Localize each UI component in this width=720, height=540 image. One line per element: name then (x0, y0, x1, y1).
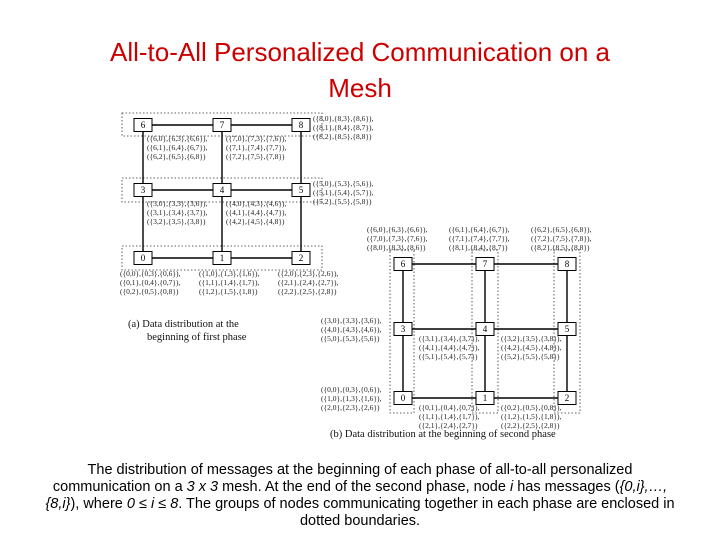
figure-b-message-line: ({1,1},{1,4},{1,7}), (419, 412, 480, 421)
caption-part-2: mesh. At the end of the second phase, node (218, 479, 510, 495)
figure-a-node-label: 2 (298, 253, 304, 264)
figure-a-node-label: 6 (140, 120, 146, 131)
figure-b-message-line: ({0,1},{0,4},{0,7}), (419, 403, 480, 412)
figure-b-message-line: ({7,1},{7,4},{7,7}), (449, 234, 510, 243)
slide-title-line-1: All-to-All Personalized Communication on a (109, 37, 610, 67)
figure-b-message-line: ({3,1},{3,4},{3,7}), (419, 334, 480, 343)
figure-a-message-line: ({2,1},{2,4},{2,7}), (278, 278, 339, 287)
figure-a-message-line: ({4,1},{4,4},{4,7}), (226, 208, 287, 217)
figure-b-message-line: ({6,2},{6,5},{6,8}), (531, 225, 592, 234)
figure-a-node-label: 4 (219, 185, 225, 196)
figure-b-message-line: ({8,1},{8,4},{8,7}) (449, 243, 508, 252)
figure-a (120, 113, 373, 296)
figure-b-node-label: 4 (482, 324, 488, 335)
figure-a-message-line: ({8,0},{8,3},{8,6}), (313, 114, 374, 123)
figure-a-message-line: ({5,0},{5,3},{5,6}), (313, 179, 374, 188)
figure-b-message-line: ({4,2},{4,5},{4,8}), (501, 343, 562, 352)
figure-a-caption-line-2: beginning of first phase (147, 332, 247, 343)
figure-b-node-label: 6 (400, 259, 406, 270)
figure-a-message-line: ({0,1},{0,4},{0,7}), (120, 278, 181, 287)
figure-a-message-line: ({8,1},{8,4},{8,7}), (313, 123, 374, 132)
figure-b-message-line: ({1,2},{1,5},{1,8}), (501, 412, 562, 421)
caption-condition: 0 ≤ i ≤ 8 (126, 496, 179, 512)
figure-a-message-line: ({5,2},{5,5},{5,8}) (313, 197, 372, 206)
figure-a-caption-line-1: (a) Data distribution at the (128, 319, 239, 330)
figure-a-message-line: ({4,0},{4,3},{4,6}), (226, 199, 287, 208)
figure-a-node-label: 5 (298, 185, 304, 196)
figure-a-message-line: ({1,2},{1,5},{1,8}) (199, 287, 258, 296)
figure-a-message-line: ({7,0},{7,3},{7,6}), (226, 134, 287, 143)
figure-a-message-line: ({6,0},{6,3},{6,6}), (147, 134, 208, 143)
figure-a-message-line: ({1,1},{1,4},{1,7}), (199, 278, 260, 287)
figure-a-message-line: ({6,2},{6,5},{6,8}) (147, 152, 206, 161)
figure-b-message-line: ({6,1},{6,4},{6,7}), (449, 225, 510, 234)
figure-a-node-label: 8 (298, 120, 304, 131)
figure-b-message-line: ({0,2},{0,5},{0,8}), (501, 403, 562, 412)
figure-b-node-label: 1 (482, 393, 488, 404)
figure-b-message-line: ({5,2},{5,5},{5,8}) (501, 352, 560, 361)
figure-b-node-label: 7 (482, 259, 488, 270)
figure-a-message-line: ({6,1},{6,4},{6,7}), (147, 143, 208, 152)
figure-b-message-line: ({1,0},{1,3},{1,6}), (321, 394, 382, 403)
slide-title-line-2: Mesh (328, 73, 392, 103)
figure-b-message-line: ({8,0},{8,3},{8,6}) (367, 243, 426, 252)
figure-a-message-line: ({2,2},{2,5},{2,8}) (278, 287, 337, 296)
figure-a-message-line: ({5,1},{5,4},{5,7}), (313, 188, 374, 197)
caption-messages: {0,i},…,{8,i} (45, 479, 668, 512)
figure-b (321, 225, 591, 430)
figure-b-message-line: ({3,0},{3,3},{3,6}), (321, 316, 382, 325)
figure-b-message-line: ({2,1},{2,4},{2,7}) (419, 421, 478, 430)
figure-a-message-line: ({3,2},{3,5},{3,8}) (147, 217, 206, 226)
figure-a-message-line: ({3,1},{3,4},{3,7}), (147, 208, 208, 217)
figure-b-message-line: ({4,1},{4,4},{4,7}), (419, 343, 480, 352)
figure-a-message-line: ({8,2},{8,5},{8,8}) (313, 132, 372, 141)
figure-b-message-line: ({5,1},{5,4},{5,7}) (419, 352, 478, 361)
figure-a-message-line: ({3,0},{3,3},{3,6}), (147, 199, 208, 208)
figure-b-node-label: 3 (400, 324, 406, 335)
figure-b-caption: (b) Data distribution at the beginning of second phase (330, 429, 556, 440)
caption-part-5: . The groups of nodes communicating together in each phase are enclosed in dotted boundaries. (178, 496, 675, 529)
slide-caption (40, 462, 680, 530)
figure-a-message-line: ({0,0},{0,3},{0,6}), (120, 269, 181, 278)
caption-part-4: ), where (70, 496, 127, 512)
figure-b-message-line: ({5,0},{5,3},{5,6}) (321, 334, 380, 343)
figure-b-node-label: 5 (564, 324, 570, 335)
figure-a-message-line: ({4,2},{4,5},{4,8}) (226, 217, 285, 226)
figure-b-node-label: 0 (400, 393, 406, 404)
figure-b-message-line: ({3,2},{3,5},{3,8}), (501, 334, 562, 343)
figure-b-node-label: 2 (564, 393, 570, 404)
caption-part-3: has messages ( (513, 479, 620, 495)
figure-a-message-line: ({7,2},{7,5},{7,8}) (226, 152, 285, 161)
figure-a-message-line: ({1,0},{1,3},{1,6}), (199, 269, 260, 278)
figure-b-message-line: ({4,0},{4,3},{4,6}), (321, 325, 382, 334)
figure-b-message-line: ({2,0},{2,3},{2,6}) (321, 403, 380, 412)
figure-b-message-line: ({6,0},{6,3},{6,6}), (367, 225, 428, 234)
figure-a-node-label: 7 (219, 120, 225, 131)
figure-b-message-line: ({0,0},{0,3},{0,6}), (321, 385, 382, 394)
figure-b-message-line: ({7,2},{7,5},{7,8}), (531, 234, 592, 243)
figure-a-message-line: ({0,2},{0,5},{0,8}) (120, 287, 179, 296)
figure-a-node-label: 3 (140, 185, 146, 196)
caption-part-1: The distribution of messages at the beginning of each phase of all-to-all personalized communication on a (52, 462, 633, 495)
figure-b-message-line: ({2,2},{2,5},{2,8}) (501, 421, 560, 430)
figure-a-message-line: ({7,1},{7,4},{7,7}), (226, 143, 287, 152)
figure-a-node-label: 1 (219, 253, 225, 264)
figure-b-node-label: 8 (564, 259, 570, 270)
figure-a-message-line: ({2,0},{2,3},{2,6}), (278, 269, 339, 278)
caption-mesh-size: 3 x 3 (186, 479, 219, 495)
figure-b-message-line: ({7,0},{7,3},{7,6}), (367, 234, 428, 243)
figure-b-message-line: ({8,2},{8,5},{8,8}) (531, 243, 590, 252)
figure-a-node-label: 0 (140, 253, 146, 264)
caption-node-var: i (509, 479, 514, 495)
